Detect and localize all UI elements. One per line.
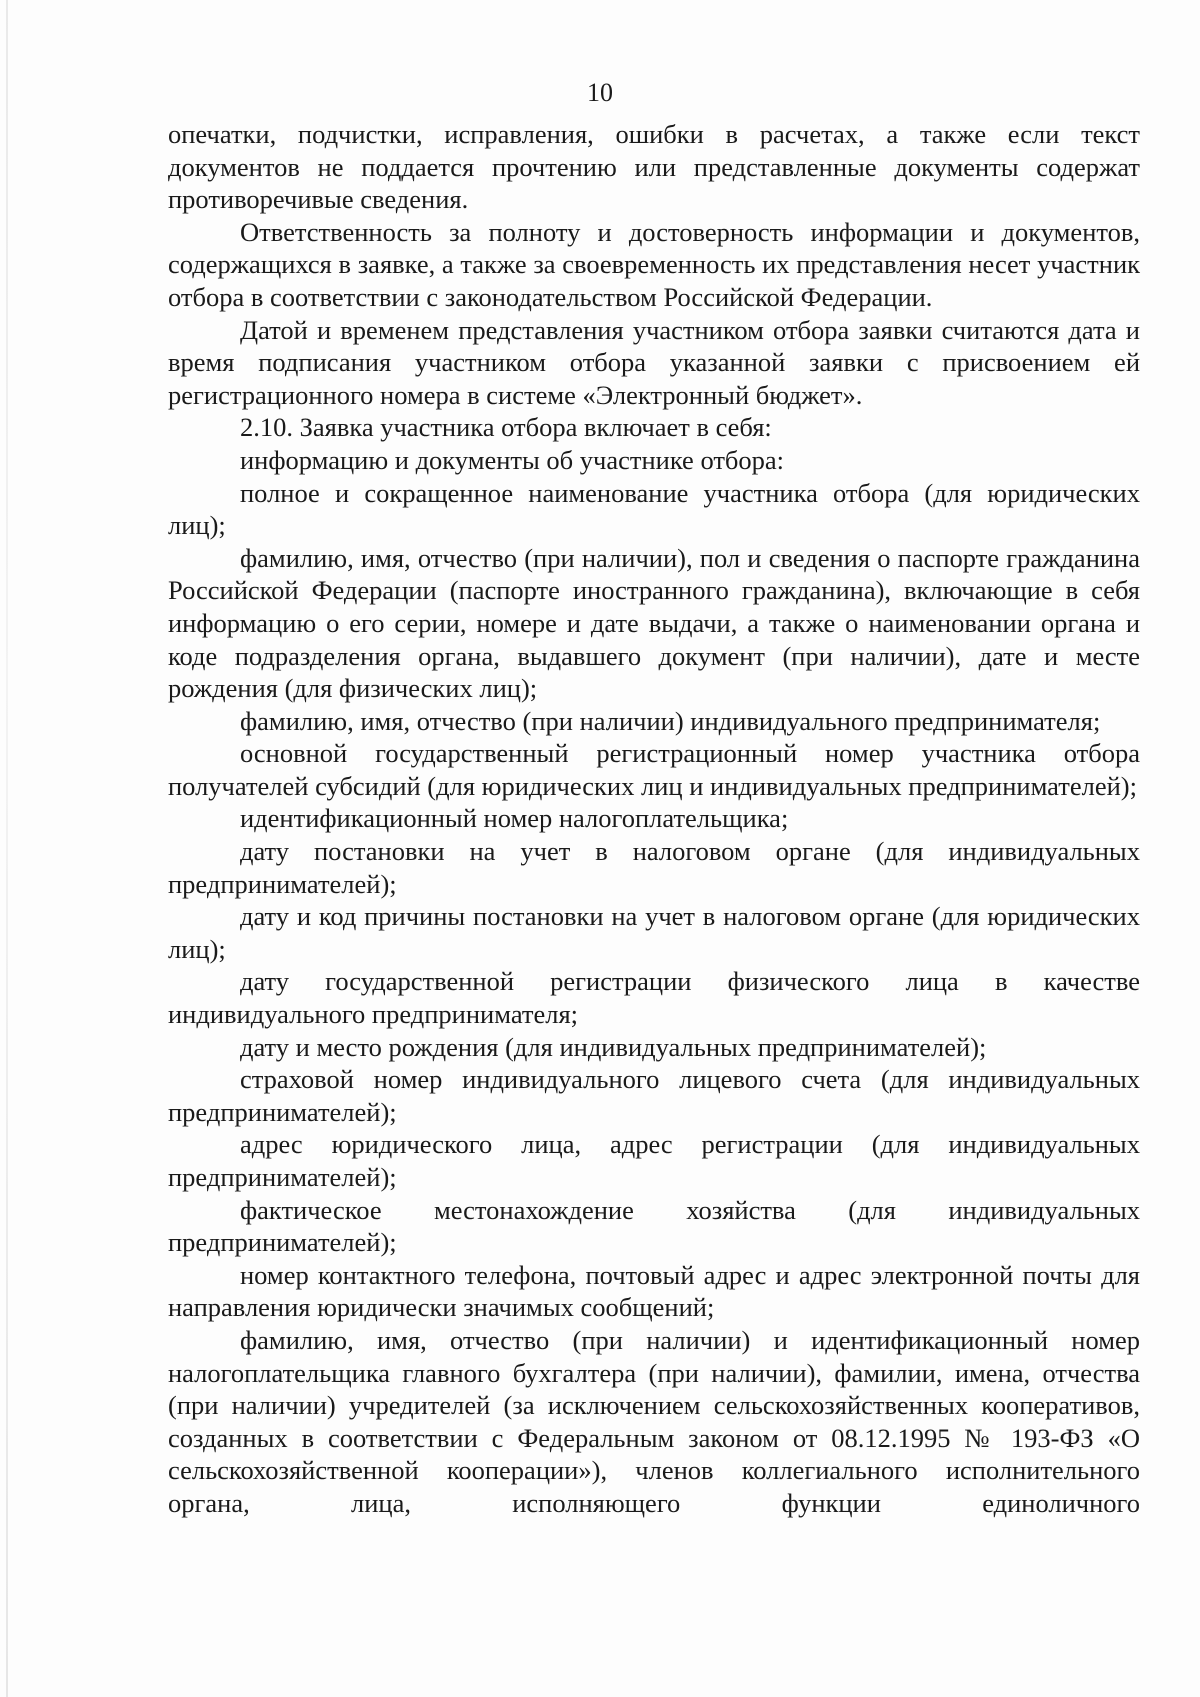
list-item: дату постановки на учет в налоговом органе (для индивидуальных предпринимателей); bbox=[168, 836, 1140, 899]
section-heading: 2.10. Заявка участника отбора включает в себя: bbox=[240, 412, 772, 443]
list-intro: информацию и документы об участнике отбора: bbox=[240, 444, 785, 475]
list-item: страховой номер индивидуального лицевого счета (для индивидуальных предпринимателей); bbox=[168, 1064, 1140, 1127]
list-item: фамилию, имя, отчество (при наличии) индивидуального предпринимателя; bbox=[240, 705, 1101, 736]
list-item: полное и сокращенное наименование участника отбора (для юридических лиц); bbox=[168, 477, 1140, 541]
list-item: фамилию, имя, отчество (при наличии), пол и сведения о паспорте гражданина Российской Федерации (паспорте иностранного гражданина), включающие в себя информацию о его серии, номере и дате выдачи, а также о наименовании органа и коде подразделения органа, выдавшего документ (при наличии), дате и месте рождения (для физических лиц); bbox=[168, 542, 1140, 704]
scan-edge bbox=[6, 0, 8, 1697]
list-item: дату государственной регистрации физического лица в качестве индивидуального предпринимателя; bbox=[168, 966, 1140, 1030]
list-item: дату и место рождения (для индивидуальных предпринимателей); bbox=[240, 1031, 987, 1062]
paragraph: Датой и временем представления участником отбора заявки считаются дата и время подписания участником отбора указанной заявки с присвоением ей регистрационного номера в системе «Электронный бюджет». bbox=[168, 314, 1140, 410]
list-item: дату и код причины постановки на учет в налоговом органе (для юридических лиц); bbox=[168, 901, 1140, 964]
list-item: адрес юридического лица, адрес регистрации (для индивидуальных предпринимателей); bbox=[168, 1129, 1140, 1192]
list-item: фамилию, имя, отчество (при наличии) и идентификационный номер налогоплательщика главного бухгалтера (при наличии), фамилии, имена, отчества (при наличии) учредителей (за исключением сельскохозяйственных кооперативов, созданных в соответствии с Федеральным законом от 08.12.1995 № 193-ФЗ «О сельскохозяйственной кооперации»), членов коллегиального исполнительного органа, лица, исполняющего функции единоличного bbox=[168, 1324, 1140, 1518]
document-body bbox=[168, 118, 1140, 1520]
paragraph: Ответственность за полноту и достоверность информации и документов, содержащихся в заявке, а также за своевременность их представления несет участник отбора в соответствии с законодательством Российской Федерации. bbox=[168, 216, 1140, 312]
paragraph: опечатки, подчистки, исправления, ошибки в расчетах, а также если текст документов не поддается прочтению или представленные документы содержат противоречивые сведения. bbox=[168, 119, 1140, 215]
page-number: 10 bbox=[587, 78, 613, 107]
list-item: основной государственный регистрационный номер участника отбора получателей субсидий (для юридических лиц и индивидуальных предпринимателей); bbox=[168, 738, 1140, 801]
list-item: идентификационный номер налогоплательщика; bbox=[240, 803, 789, 834]
list-item: фактическое местонахождение хозяйства (для индивидуальных предпринимателей); bbox=[168, 1194, 1140, 1258]
list-item: номер контактного телефона, почтовый адрес и адрес электронной почты для направления юридически значимых сообщений; bbox=[168, 1259, 1140, 1323]
